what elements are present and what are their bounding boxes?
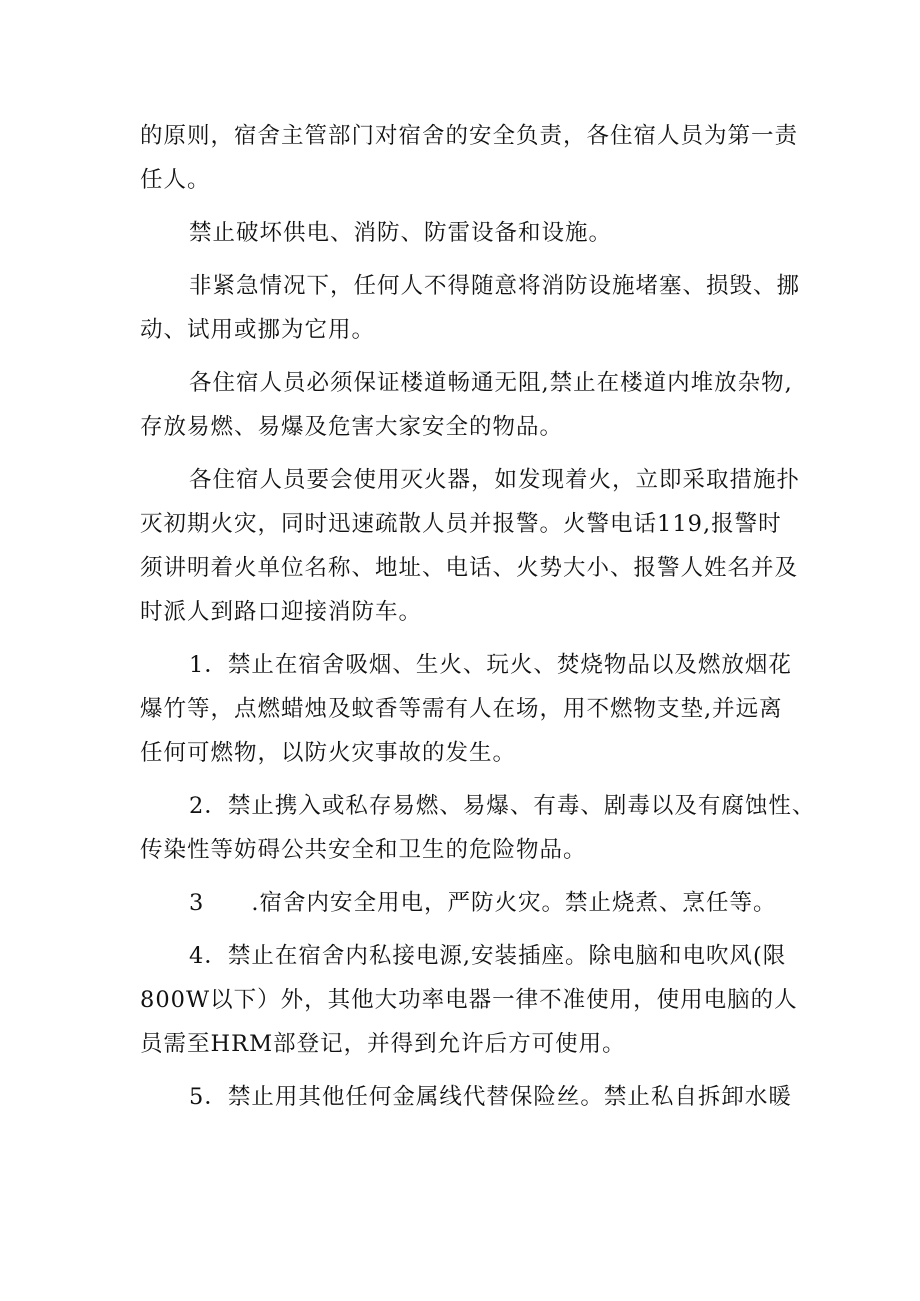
text-line: 3 .宿舍内安全用电，严防火灾。禁止烧煮、烹任等。: [189, 890, 777, 916]
text-line: 存放易燃、易爆及危害大家安全的物品。: [140, 414, 564, 440]
text-line: 灭初期火灾，同时迅速疏散人员并报警。火警电话119,报警时: [140, 511, 782, 537]
text-line: 非紧急情况下，任何人不得随意将消防设施堵塞、损毁、挪: [189, 273, 801, 299]
text-line: 的原则，宿舍主管部门对宿舍的安全负责，各住宿人员为第一责: [140, 123, 799, 149]
text-line: 800W以下）外，其他大功率电器一律不准使用，使用电脑的人: [140, 987, 798, 1013]
text-line: 禁止破坏供电、消防、防雷设备和设施。: [189, 220, 613, 246]
text-line: 1．禁止在宿舍吸烟、生火、玩火、焚烧物品以及燃放烟花: [189, 652, 792, 678]
text-line: 5．禁止用其他任何金属线代替保险丝。禁止私自拆卸水暖: [189, 1084, 792, 1110]
text-line: 时派人到路口迎接消防车。: [140, 599, 423, 625]
text-line: 爆竹等，点燃蜡烛及蚊香等需有人在场，用不燃物支垫,并远离: [140, 696, 783, 722]
text-line: 任何可燃物，以防火灾事故的发生。: [140, 740, 517, 766]
text-line: 传染性等妨碍公共安全和卫生的危险物品。: [140, 837, 587, 863]
text-line: 动、试用或挪为它用。: [140, 317, 376, 343]
text-line: 4．禁止在宿舍内私接电源,安装插座。除电脑和电吹风(限: [189, 943, 787, 969]
text-line: 各住宿人员必须保证楼道畅通无阻,禁止在楼道内堆放杂物,: [189, 370, 793, 396]
text-line: 员需至HRM部登记，并得到允许后方可使用。: [140, 1031, 626, 1057]
text-line: 任人。: [140, 167, 211, 193]
text-line: 须讲明着火单位名称、地址、电话、火势大小、报警人姓名并及: [140, 555, 799, 581]
text-line: 2．禁止携入或私存易燃、易爆、有毒、剧毒以及有腐蚀性、: [189, 793, 816, 819]
text-line: 各住宿人员要会使用灭火器，如发现着火，立即采取措施扑: [189, 467, 801, 493]
